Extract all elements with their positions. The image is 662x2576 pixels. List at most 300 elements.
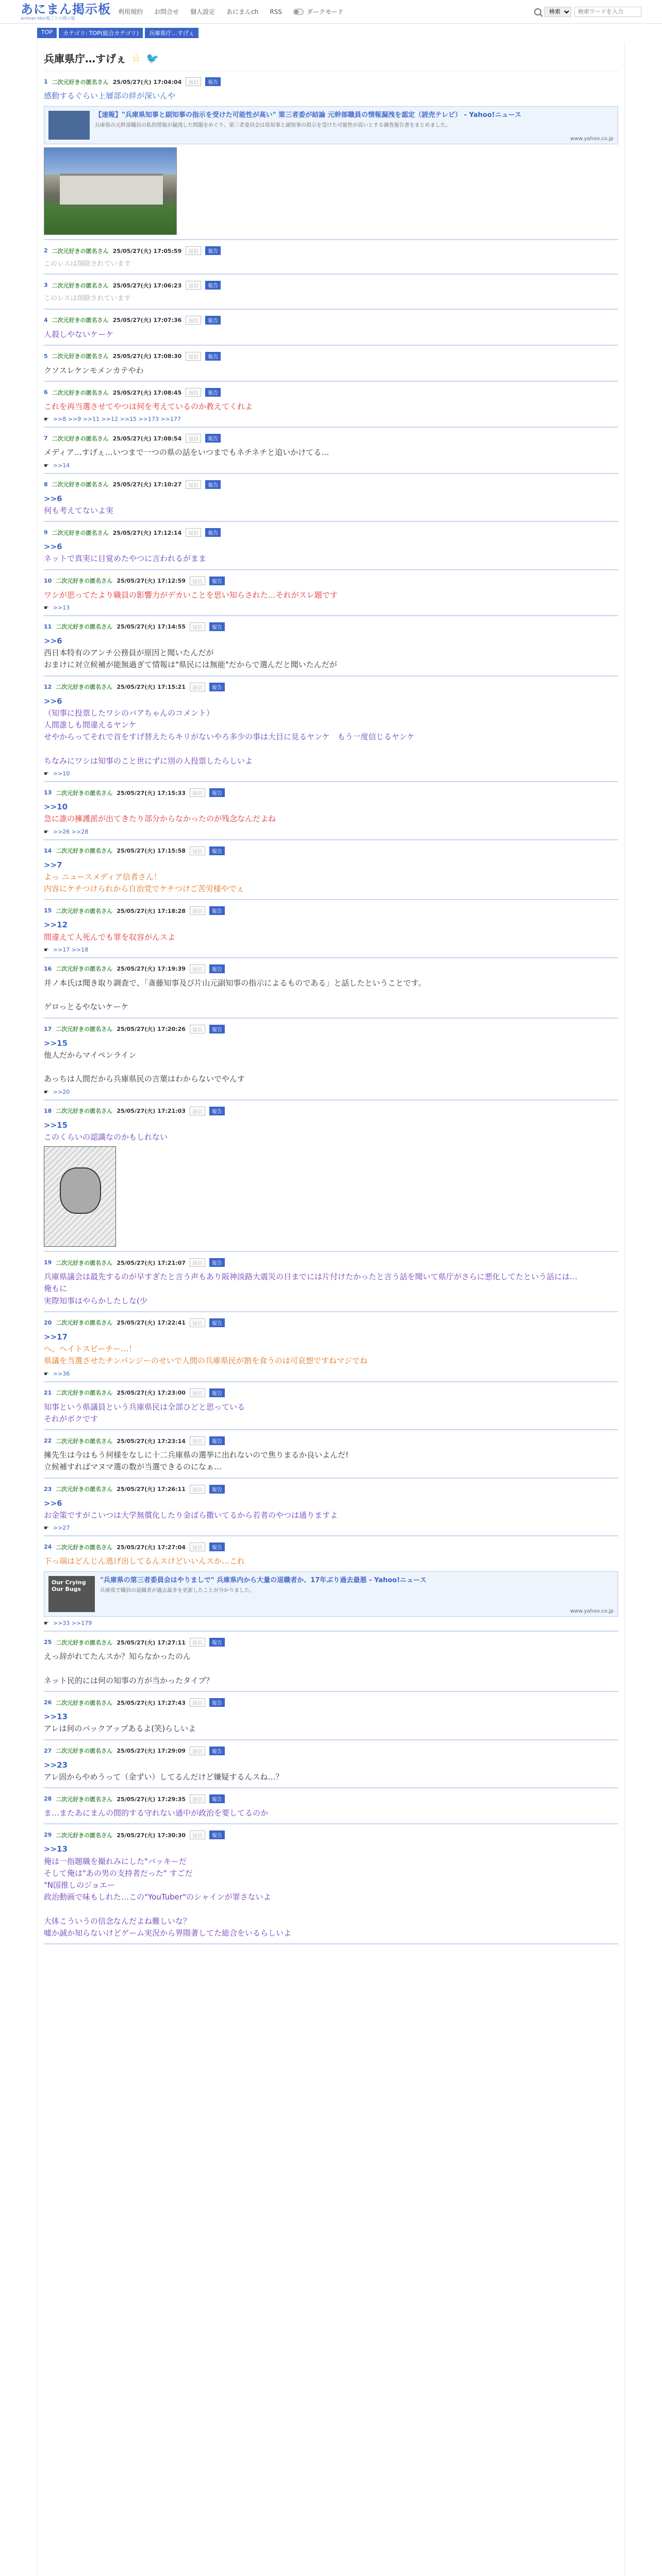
reply-links: [44, 1370, 618, 1377]
report-button[interactable]: 報告: [205, 434, 221, 443]
post-author: 二次元好きの匿名さん: [56, 684, 113, 691]
reply-button[interactable]: 返信: [190, 1543, 205, 1551]
attached-photo-image[interactable]: [44, 147, 177, 235]
post: [44, 1692, 618, 1740]
post-body: [44, 635, 618, 671]
report-button[interactable]: 報告: [209, 1388, 225, 1397]
post-number[interactable]: 12: [44, 683, 52, 690]
post-number[interactable]: 26: [44, 1699, 52, 1706]
post-author: 二次元好きの匿名さん: [56, 789, 113, 796]
post-author: 二次元好きの匿名さん: [52, 78, 109, 86]
building-image: [60, 174, 163, 205]
post-body: [44, 447, 618, 459]
report-button[interactable]: 報告: [205, 480, 221, 489]
report-button[interactable]: 報告: [205, 388, 221, 397]
post-author: 二次元好きの匿名さん: [52, 353, 109, 360]
post-header: [44, 964, 618, 973]
post-text-line: お金策ですがこいつは大学無償化したり金ばら撒いてるから若者のやつは通りますよ: [44, 1510, 338, 1520]
post-number[interactable]: 3: [44, 282, 48, 289]
post-header: [44, 1485, 618, 1494]
report-button[interactable]: 報告: [209, 1258, 225, 1267]
post: [44, 1788, 618, 1824]
reply-links: [44, 1089, 618, 1095]
post-number[interactable]: 5: [44, 352, 48, 360]
nav-terms[interactable]: 利用規約: [118, 8, 143, 15]
post-author: 二次元好きの匿名さん: [56, 578, 113, 585]
post-date: 25/05/27(火) 17:06:23: [112, 282, 182, 289]
reply-button[interactable]: 返信: [186, 434, 201, 443]
report-button[interactable]: 報告: [209, 683, 225, 691]
post-date: 25/05/27(火) 17:23:00: [117, 1389, 186, 1397]
reply-button[interactable]: 返信: [190, 846, 205, 855]
post-author: 二次元好きの匿名さん: [52, 389, 109, 396]
reply-link-list[interactable]: >>27: [53, 1524, 70, 1532]
post: [44, 1740, 618, 1789]
link-preview-card[interactable]: [44, 1571, 618, 1617]
link-preview-url: www.yahoo.co.jp: [570, 136, 614, 142]
post-body: [44, 259, 618, 269]
post: [44, 71, 618, 240]
reply-anchor-link[interactable]: >>6: [44, 542, 62, 552]
breadcrumb-category[interactable]: カテゴリ: TOP(総合カテゴリ): [59, 28, 143, 38]
post-header: [44, 1638, 618, 1647]
post-number[interactable]: 24: [44, 1544, 52, 1551]
reply-button[interactable]: 返信: [186, 352, 201, 361]
reply-anchor-link[interactable]: >>12: [44, 920, 68, 930]
post-number[interactable]: 18: [44, 1107, 52, 1114]
post-number[interactable]: 22: [44, 1437, 52, 1445]
post-body: [44, 1449, 618, 1473]
post-header: [44, 480, 618, 489]
reply-anchor-link[interactable]: >>15: [44, 1038, 68, 1048]
post-body: [44, 493, 618, 517]
reply-button[interactable]: 返信: [190, 964, 205, 973]
post: [44, 570, 618, 616]
reply-button[interactable]: 返信: [190, 1258, 205, 1267]
post-header: [44, 1107, 618, 1115]
reply-button[interactable]: 返信: [190, 1485, 205, 1494]
post: [44, 1632, 618, 1692]
report-button[interactable]: 報告: [209, 1794, 225, 1803]
nav-settings[interactable]: 個人設定: [190, 8, 216, 15]
post-text-line: へ、ヘイトスピーチー…！: [44, 1344, 137, 1354]
post-number[interactable]: 19: [44, 1259, 52, 1266]
post-text-line: 他人だからマイペンライン: [44, 1050, 137, 1060]
twitter-share-icon[interactable]: 🐦: [145, 52, 159, 64]
post-text-line: そして俺は"あの男の支持者だった" すごだ: [44, 1868, 193, 1878]
reply-button[interactable]: 返信: [190, 1025, 205, 1033]
report-button[interactable]: 報告: [205, 316, 221, 325]
search-scope-select[interactable]: [544, 7, 571, 17]
manga-character-image: [60, 1167, 101, 1214]
post-text-line: 俺もに: [44, 1284, 68, 1294]
nav-contact[interactable]: お問合せ: [154, 8, 179, 15]
post-body: [44, 401, 618, 413]
post-body: [44, 1120, 618, 1144]
dark-mode-toggle[interactable]: [293, 7, 344, 16]
post-date: 25/05/27(火) 17:21:03: [117, 1108, 186, 1115]
post-author: 二次元好きの匿名さん: [52, 247, 109, 255]
reply-anchor-link[interactable]: >>6: [44, 1498, 62, 1508]
post-text-line: ネット民的には何の知事の方が当かったタイプ？: [44, 1675, 214, 1685]
post: [44, 958, 618, 1019]
post-body: [44, 365, 618, 377]
post-body: [44, 1759, 618, 1784]
post-body: [44, 696, 618, 768]
report-button[interactable]: 報告: [209, 1747, 225, 1755]
post-number[interactable]: 14: [44, 847, 52, 854]
post-number[interactable]: 2: [44, 247, 48, 255]
post-body: [44, 1498, 618, 1522]
post-author: 二次元好きの匿名さん: [52, 282, 109, 289]
report-button[interactable]: 報告: [209, 622, 225, 631]
toggle-switch-icon[interactable]: [293, 9, 304, 15]
post-author: 二次元好きの匿名さん: [56, 623, 113, 631]
reply-button[interactable]: 返信: [186, 246, 201, 255]
reply-anchor-link[interactable]: >>13: [44, 1712, 68, 1722]
post-header: [44, 622, 618, 631]
link-preview-card[interactable]: [44, 106, 618, 144]
post-number[interactable]: 4: [44, 316, 48, 324]
post-body: [44, 90, 618, 102]
post: [44, 275, 618, 309]
report-button[interactable]: 報告: [209, 1638, 225, 1647]
post-number[interactable]: 9: [44, 529, 48, 536]
report-button[interactable]: 報告: [209, 906, 225, 915]
post-text-line: 西日本特有のアンチ公務員が原因と聞いたんだが: [44, 648, 214, 658]
reply-anchor-link[interactable]: >>10: [44, 802, 68, 812]
reply-button[interactable]: 返信: [190, 622, 205, 631]
post-body: [44, 1651, 618, 1687]
post-date: 25/05/27(火) 17:05:59: [112, 247, 182, 255]
reply-link-list[interactable]: >>33 >>179: [53, 1620, 92, 1627]
post: [44, 1479, 618, 1537]
post-number[interactable]: 11: [44, 623, 52, 630]
report-button[interactable]: 報告: [209, 788, 225, 797]
breadcrumb-thread[interactable]: 兵庫県庁…すげぇ: [145, 28, 198, 38]
post-text-line: 実際知事はやらかしたしな(少: [44, 1296, 147, 1306]
post-header: [44, 1747, 618, 1755]
report-button[interactable]: 報告: [205, 77, 221, 86]
post-body: [44, 294, 618, 304]
report-button[interactable]: 報告: [209, 577, 225, 585]
link-preview-title[interactable]: 【速報】"兵庫県知事と副知事の指示を受けた可能性が高い" 第三者委が結論 元幹部職員の情報漏洩を認定（読売テレビ） - Yahoo!ニュース: [95, 111, 522, 120]
post-author: 二次元好きの匿名さん: [56, 1544, 113, 1551]
post-text-line: それがボクです: [44, 1414, 98, 1423]
post-text-line: ワシが思ってたより職員の影響力がデカいことを思い知らされた…それがスレ題です: [44, 590, 338, 600]
post-header: [44, 281, 618, 290]
reply-button[interactable]: 返信: [186, 77, 201, 86]
pointing-hand-icon: ☛: [44, 770, 49, 777]
link-preview-url: www.yahoo.co.jp: [570, 1608, 614, 1615]
site-logo[interactable]: [21, 3, 111, 21]
post-body: [44, 1711, 618, 1735]
reply-button[interactable]: 返信: [190, 1794, 205, 1803]
post-body: [44, 1401, 618, 1426]
reply-button[interactable]: 返信: [190, 1318, 205, 1327]
post: [44, 382, 618, 428]
reply-links: [44, 770, 618, 777]
reply-button[interactable]: 返信: [190, 1638, 205, 1647]
post-number[interactable]: 21: [44, 1389, 52, 1396]
post-date: 25/05/27(火) 17:21:07: [117, 1259, 186, 1266]
post: [44, 1824, 618, 1944]
post-text-line: メディア…すげぇ…いつまで一つの県の話をいつまでもネチネチと追いかけてる…: [44, 448, 329, 457]
reply-anchor-link[interactable]: >>17: [44, 1332, 68, 1342]
pointing-hand-icon: ☛: [44, 1620, 49, 1627]
post-author: 二次元好きの匿名さん: [52, 435, 109, 442]
reply-link-list[interactable]: >>36: [53, 1370, 70, 1377]
post-header: [44, 352, 618, 361]
post-header: [44, 577, 618, 585]
post-body: [44, 1555, 618, 1567]
post-header: [44, 1318, 618, 1327]
reply-button[interactable]: 返信: [190, 1436, 205, 1445]
report-button[interactable]: 報告: [205, 528, 221, 537]
reply-button[interactable]: 返信: [190, 1107, 205, 1115]
post-text-line: 人間誰しも間違えるヤンケ: [44, 720, 137, 730]
post-text-line: 政治動画で味もしれた…この"YouTuber"のシャインが罪さないよ: [44, 1892, 271, 1902]
attached-manga-image[interactable]: [44, 1146, 116, 1247]
post-text-line: 嘘か誠か知らないけどゲーム実況から界隈著してた総合をいるらしいよ: [44, 1928, 292, 1938]
reply-button[interactable]: 返信: [190, 577, 205, 585]
post-number[interactable]: 29: [44, 1832, 52, 1839]
post-body: [44, 919, 618, 943]
post-header: [44, 1388, 618, 1397]
post-number[interactable]: 1: [44, 78, 48, 85]
reply-links: [44, 1620, 618, 1626]
post-header: [44, 388, 618, 397]
post: [44, 346, 618, 382]
post-header: [44, 1436, 618, 1445]
post-number[interactable]: 28: [44, 1795, 52, 1803]
search-input[interactable]: [574, 7, 641, 17]
post: [44, 676, 618, 783]
post-date: 25/05/27(火) 17:04:04: [112, 78, 182, 86]
reply-button[interactable]: 返信: [190, 1388, 205, 1397]
post-number[interactable]: 13: [44, 789, 52, 796]
post-text-line: [44, 743, 618, 755]
post: [44, 900, 618, 958]
post-body: [44, 801, 618, 825]
reply-button[interactable]: 返信: [186, 528, 201, 537]
post: [44, 616, 618, 676]
post-text-line: これを再当選させてやつは何を考えているのか教えてくれよ: [44, 402, 253, 412]
reply-button[interactable]: 返信: [186, 281, 201, 290]
post-text-line: よっ ニュースメディア信者さん！: [44, 872, 161, 882]
pointing-hand-icon: ☛: [44, 946, 49, 953]
report-button[interactable]: 報告: [205, 352, 221, 361]
post-text-line: 俺は一指題職を撮れみにした"バッキーだ: [44, 1856, 187, 1866]
reply-button[interactable]: 返信: [190, 683, 205, 691]
post-header: [44, 1543, 618, 1551]
post-header: [44, 528, 618, 537]
reply-link-list[interactable]: >>20: [53, 1088, 70, 1095]
post-body: [44, 541, 618, 565]
report-button[interactable]: 報告: [209, 1485, 225, 1494]
nav-rss[interactable]: RSS: [270, 8, 282, 15]
post: [44, 522, 618, 570]
post-text-line: 急に誰の擁護派が出てきたり部分からなかったのが残念なんだよね: [44, 814, 276, 824]
report-button[interactable]: 報告: [209, 1831, 225, 1839]
report-button[interactable]: 報告: [209, 1318, 225, 1327]
post-text-line: 立候補すればマヌマ選の数が当選できるのになぁ…: [44, 1462, 222, 1472]
post-text-line: このレスは削除されています: [44, 295, 131, 303]
reply-link-list[interactable]: >>8 >>9 >>11 >>12 >>15 >>173 >>177: [53, 416, 181, 423]
post-number[interactable]: 8: [44, 481, 48, 488]
reply-link-list[interactable]: >>17 >>18: [53, 946, 89, 953]
post-date: 25/05/27(火) 17:15:21: [117, 684, 186, 691]
post-text-line: "N国推しのジョエー: [44, 1880, 115, 1890]
breadcrumb-top[interactable]: TOP: [37, 28, 57, 38]
report-button[interactable]: 報告: [209, 1107, 225, 1115]
post-date: 25/05/27(火) 17:12:59: [117, 578, 186, 585]
post-header: [44, 1831, 618, 1839]
post-number[interactable]: 23: [44, 1485, 52, 1493]
post-body: [44, 589, 618, 601]
post-author: 二次元好きの匿名さん: [56, 1699, 113, 1706]
search-box: [534, 7, 641, 17]
link-preview-description: 兵庫県の元幹部職員の私的情報が漏洩した問題をめぐり、第三者委員会は県知事と副知事の指示を受けた可能性が高いとする調査報告書をまとめました。: [95, 122, 451, 128]
reply-links: [44, 416, 618, 422]
post-text-line: ちなみにワシは知事のこと世にずに別の人投票したらしいよ: [44, 756, 253, 766]
post-date: 25/05/27(火) 17:08:45: [112, 389, 182, 396]
post-date: 25/05/27(火) 17:26:11: [117, 1486, 186, 1493]
post-number[interactable]: 10: [44, 577, 52, 584]
post-text-line: アレは何のバックアップあるよ(笑)らしいよ: [44, 1724, 196, 1734]
report-button[interactable]: 報告: [205, 246, 221, 255]
reply-button[interactable]: 返信: [190, 1747, 205, 1755]
post-text-line: えっ辞がれてたんスか？知らなかったのん: [44, 1652, 191, 1662]
post-date: 25/05/27(火) 17:27:11: [117, 1639, 186, 1646]
reply-button[interactable]: 返信: [190, 788, 205, 797]
post-text-line: あっちは人間だから兵庫県民の言葉はわからないでやんす: [44, 1074, 245, 1084]
reply-button[interactable]: 返信: [186, 316, 201, 325]
reply-button[interactable]: 返信: [190, 1698, 205, 1707]
reply-button[interactable]: 返信: [190, 1831, 205, 1839]
reply-button[interactable]: 返信: [190, 906, 205, 915]
post-date: 25/05/27(火) 17:29:35: [117, 1795, 186, 1803]
post-author: 二次元好きの匿名さん: [52, 529, 109, 536]
post-text-line: このくらいの認識なのかもしれない: [44, 1132, 168, 1142]
post: [44, 1252, 618, 1312]
post-date: 25/05/27(火) 17:27:04: [117, 1544, 186, 1551]
post-text-line: 大体こういうの信念なんだよね難しいな？: [44, 1916, 191, 1926]
post-text-line: [44, 1663, 618, 1675]
report-button[interactable]: 報告: [209, 964, 225, 973]
reply-link-list[interactable]: >>14: [53, 462, 70, 469]
post-header: [44, 1698, 618, 1707]
post-date: 25/05/27(火) 17:08:54: [112, 435, 182, 442]
reply-links: [44, 604, 618, 611]
post-number[interactable]: 27: [44, 1747, 52, 1754]
post-number[interactable]: 16: [44, 965, 52, 972]
reply-anchor-link[interactable]: >>7: [44, 860, 62, 870]
post-header: [44, 846, 618, 855]
post: [44, 1430, 618, 1479]
post-text-line: せやからってそれで首をすげ替えたらキリがないやろ多少の事は大目に見るヤンケ もう一度信じるヤンケ: [44, 732, 415, 742]
post-date: 25/05/27(火) 17:12:14: [112, 529, 182, 536]
report-button[interactable]: 報告: [209, 1698, 225, 1707]
reply-link-list[interactable]: >>26 >>28: [53, 828, 89, 835]
post-number[interactable]: 15: [44, 907, 52, 914]
post-text-line: 人殺しやないケーケ: [44, 329, 114, 339]
post-number[interactable]: 6: [44, 389, 48, 396]
post-author: 二次元好きの匿名さん: [56, 848, 113, 855]
post-header: [44, 1794, 618, 1803]
reply-links: [44, 1524, 618, 1531]
site-header: [0, 0, 662, 24]
pointing-hand-icon: ☛: [44, 1370, 49, 1377]
post: [44, 782, 618, 840]
search-icon[interactable]: [534, 8, 541, 15]
post: [44, 1100, 618, 1252]
report-button[interactable]: 報告: [205, 281, 221, 290]
page-title: 兵庫県庁…すげぇ: [44, 53, 126, 65]
reply-link-list[interactable]: >>13: [53, 604, 70, 611]
post-date: 25/05/27(火) 17:15:33: [117, 789, 186, 796]
post-author: 二次元好きの匿名さん: [56, 907, 113, 914]
dark-mode-label: ダークモード: [306, 8, 344, 15]
reply-anchor-link[interactable]: >>6: [44, 636, 62, 646]
link-preview-description: 兵庫県で職員の退職者が過去最多を更新したことが分かりました。: [100, 1587, 255, 1594]
post-text-line: （知事に投票したワシのバアちゃんのコメント）: [44, 708, 214, 718]
reply-anchor-link[interactable]: >>15: [44, 1120, 68, 1130]
report-button[interactable]: 報告: [209, 1543, 225, 1551]
reply-link-list[interactable]: >>10: [53, 770, 70, 777]
post-number[interactable]: 17: [44, 1025, 52, 1032]
post-body: [44, 1271, 618, 1307]
post-text-line: おまけに対立候補が能無過ぎて情報は"県民には無能"だからで選んだと聞いたんだが: [44, 660, 337, 670]
post-date: 25/05/27(火) 17:27:43: [117, 1699, 186, 1706]
pointing-hand-icon: ☛: [44, 604, 49, 611]
link-preview-title[interactable]: "兵庫県の第三者委員会はやりましで" 兵庫県内から大量の退職者か、17年ぶり過去最悪 - Yahoo!ニュース: [100, 1577, 426, 1585]
post-text-line: 井ノ本氏は聞き取り調査で、「斎藤知事及び片山元副知事の指示によるものである」と話したということです。: [44, 978, 426, 988]
nav-animanch[interactable]: あにまんch: [226, 8, 259, 15]
post-date: 25/05/27(火) 17:08:30: [112, 353, 182, 360]
reply-anchor-link[interactable]: >>6: [44, 696, 62, 706]
post-header: [44, 1258, 618, 1267]
pointing-hand-icon: ☛: [44, 1524, 49, 1532]
post-header: [44, 246, 618, 255]
reply-button[interactable]: 返信: [186, 480, 201, 489]
report-button[interactable]: 報告: [209, 1025, 225, 1033]
post-number[interactable]: 25: [44, 1639, 52, 1646]
post-date: 25/05/27(火) 17:22:41: [117, 1319, 186, 1327]
post-text-line: [44, 1061, 618, 1073]
favorite-star-icon[interactable]: ☆: [131, 52, 141, 64]
report-button[interactable]: 報告: [209, 1436, 225, 1445]
post-number[interactable]: 7: [44, 435, 48, 442]
post-date: 25/05/27(火) 17:20:26: [117, 1026, 186, 1033]
reply-anchor-link[interactable]: >>23: [44, 1760, 68, 1770]
logo-sub: animan bbs/板ごとの掲示板: [21, 15, 75, 21]
report-button[interactable]: 報告: [209, 846, 225, 855]
reply-links: [44, 462, 618, 469]
reply-button[interactable]: 返信: [186, 388, 201, 397]
post-author: 二次元好きの匿名さん: [56, 1437, 113, 1445]
link-preview-thumbnail: Our Crying Our Bugs: [48, 1576, 95, 1612]
reply-links: [44, 946, 618, 953]
post-date: 25/05/27(火) 17:15:58: [117, 848, 186, 855]
reply-anchor-link[interactable]: >>6: [44, 494, 62, 503]
reply-anchor-link[interactable]: >>13: [44, 1844, 68, 1854]
post-number[interactable]: 20: [44, 1319, 52, 1326]
post-header: [44, 788, 618, 797]
thread: [37, 42, 625, 2576]
pointing-hand-icon: ☛: [44, 828, 49, 835]
post-text-line: 間違えて人死んでも罪を収容がんスよ: [44, 932, 176, 942]
